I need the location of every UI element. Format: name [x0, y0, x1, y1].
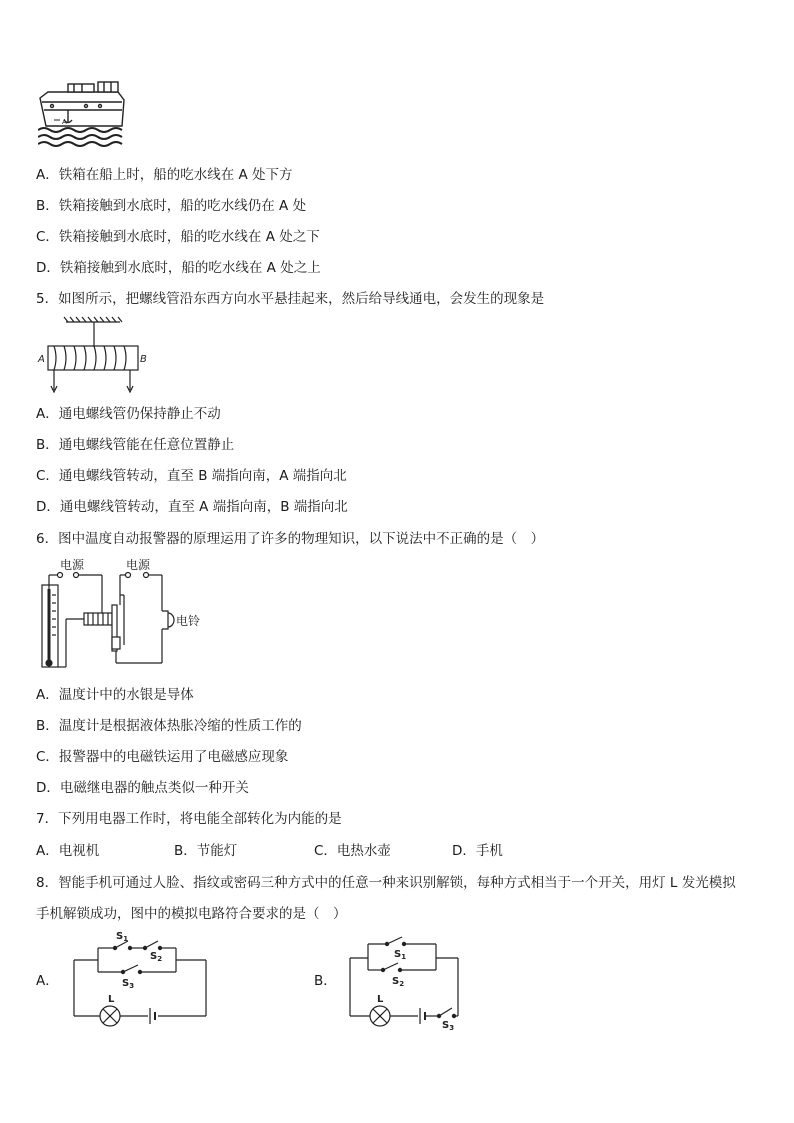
q6-option-c: C．报警器中的电磁铁运用了电磁感应现象 [36, 749, 289, 765]
q8-stem-line-1: 8．智能手机可通过人脸、指纹或密码三种方式中的任意一种来识别解锁，每种方式相当于一个开关，用灯 L 发光模拟 [36, 875, 736, 891]
q5-option-b: B．通电螺线管能在任意位置静止 [36, 437, 235, 453]
q7-option-c: C．电热水壶 [314, 843, 391, 859]
q5-option-c: C．通电螺线管转动，直至 B 端指向南，A 端指向北 [36, 468, 347, 484]
circuit-diagram-a [68, 930, 218, 1030]
q4-option-d: D．铁箱接触到水底时，船的吃水线在 A 处之上 [36, 260, 321, 276]
q4-option-c: C．铁箱接触到水底时，船的吃水线在 A 处之下 [36, 229, 320, 245]
power-source-2-label: 电源 [126, 558, 151, 572]
solenoid-end-a-label: A [38, 354, 45, 365]
q8-stem-line-2: 手机解锁成功，图中的模拟电路符合要求的是（ ） [36, 906, 347, 922]
q4-option-b: B．铁箱接触到水底时，船的吃水线仍在 A 处 [36, 198, 307, 214]
electric-bell-label: 电铃 [176, 614, 201, 628]
circuit-b-s2-label: $S_2$ [392, 976, 405, 988]
circuit-b-s1-label: $S_1$ [394, 949, 407, 961]
ship-marker-label: A [62, 118, 67, 126]
q4-option-a: A．铁箱在船上时，船的吃水线在 A 处下方 [36, 167, 293, 183]
circuit-b-s3-label: $S_3$ [442, 1020, 455, 1030]
q5-stem: 5．如图所示，把螺线管沿东西方向水平悬挂起来，然后给导线通电，会发生的现象是 [36, 291, 545, 307]
circuit-a-s3-label: $S_3$ [122, 978, 135, 990]
circuit-b-lamp-label: L [377, 994, 384, 1005]
q7-stem: 7．下列用电器工作时，将电能全部转化为内能的是 [36, 811, 342, 827]
q8-option-b-label: B． [314, 973, 337, 989]
q8-option-a-label: A． [36, 973, 59, 989]
q7-option-d: D．手机 [452, 843, 503, 859]
q6-option-d: D．电磁继电器的触点类似一种开关 [36, 780, 249, 796]
power-source-1-label: 电源 [60, 558, 85, 572]
ship-figure [38, 80, 128, 150]
q7-option-b: B．节能灯 [174, 843, 238, 859]
solenoid-figure [36, 316, 156, 400]
circuit-a-s2-label: $S_2$ [150, 951, 163, 963]
solenoid-end-b-label: B [140, 354, 147, 365]
circuit-a-s1-label: $S_1$ [116, 931, 129, 943]
q6-option-a: A．温度计中的水银是导体 [36, 687, 194, 703]
q6-option-b: B．温度计是根据液体热胀冷缩的性质工作的 [36, 718, 302, 734]
q6-stem: 6．图中温度自动报警器的原理运用了许多的物理知识，以下说法中不正确的是（ ） [36, 531, 545, 547]
q7-option-a: A．电视机 [36, 843, 100, 859]
q5-option-a: A．通电螺线管仍保持静止不动 [36, 406, 221, 422]
q5-option-d: D．通电螺线管转动，直至 A 端指向南，B 端指向北 [36, 499, 348, 515]
q7-options-row [36, 841, 736, 861]
circuit-a-lamp-label: L [108, 994, 115, 1005]
circuit-diagram-b [342, 930, 482, 1030]
temperature-alarm-figure [36, 555, 216, 673]
